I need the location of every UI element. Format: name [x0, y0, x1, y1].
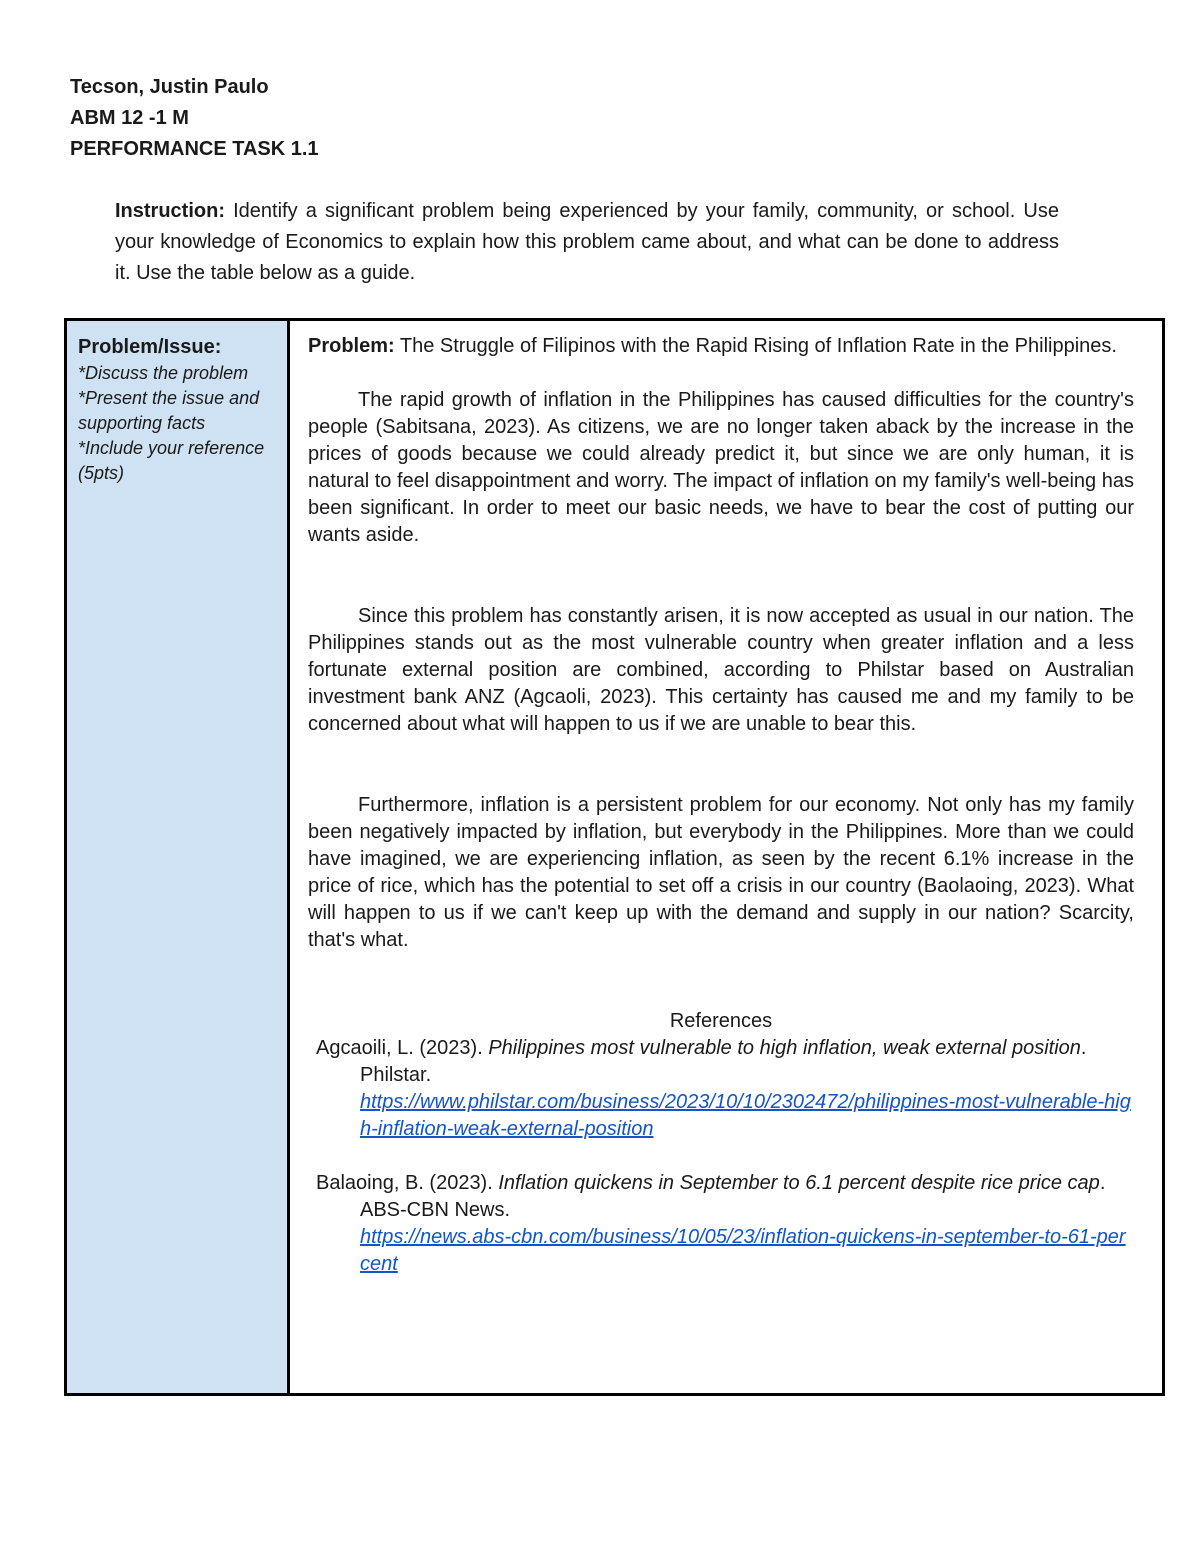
- reference-link[interactable]: https://news.abs-cbn.com/business/10/05/23/inflation-quickens-in-september-to-61-percent: [360, 1226, 1126, 1275]
- student-section: ABM 12 -1 M: [70, 107, 189, 129]
- reference-title: Inflation quickens in September to 6.1 percent despite rice price cap: [498, 1172, 1100, 1194]
- student-name: Tecson, Justin Paulo: [70, 76, 269, 98]
- reference-1: [308, 1035, 1134, 1143]
- document-header: [70, 72, 319, 165]
- instruction-label: Instruction:: [115, 200, 225, 222]
- reference-2: [308, 1170, 1134, 1278]
- reference-author: Agcaoili, L. (2023).: [316, 1037, 489, 1059]
- reference-source: . Philstar.: [360, 1037, 1087, 1086]
- note-present: *Present the issue and supporting facts: [78, 388, 260, 433]
- reference-author: Balaoing, B. (2023).: [316, 1172, 499, 1194]
- note-discuss: *Discuss the problem: [78, 363, 249, 383]
- problem-statement: [308, 333, 1134, 360]
- reference-source: . ABS-CBN News.: [360, 1172, 1106, 1221]
- paragraph-3: Furthermore, inflation is a persistent problem for our economy. Not only has my family been negatively impacted by inflation, but everybody in the Philippines. More than we could have imagined, we are experiencing inflation, as seen by the recent 6.1% increase in the price of rice, which has the potential to set off a crisis in our country (Baolaoing, 2023). What will happen to us if we can't keep up with the demand and supply in our nation? Scarcity, that's what.: [308, 794, 1134, 951]
- reference-title: Philippines most vulnerable to high inflation, weak external position: [488, 1037, 1081, 1059]
- table-row: [66, 320, 1164, 1395]
- problem-issue-cell: [66, 320, 289, 1395]
- reference-link[interactable]: https://www.philstar.com/business/2023/10/10/2302472/philippines-most-vulnerable-high-inflation-weak-external-position: [360, 1091, 1131, 1140]
- paragraph-1: The rapid growth of inflation in the Philippines has caused difficulties for the country's people (Sabitsana, 2023). As citizens, we are no longer taken aback by the increase in the prices of goods because we could already predict it, but since we are only human, it is natural to feel disappointment and worry. The impact of inflation on my family's well-being has been significant. In order to meet our basic needs, we have to bear the cost of putting our wants aside.: [308, 389, 1134, 546]
- problem-issue-title: Problem/Issue:: [78, 336, 222, 358]
- note-reference: *Include your reference (5pts): [78, 438, 265, 483]
- instruction-text: Identify a significant problem being experienced by your family, community, or school. Use your knowledge of Economics to explain how this problem came about, and what can be done to address it. Use the table below as a guide.: [115, 200, 1059, 284]
- problem-text: The Struggle of Filipinos with the Rapid Rising of Inflation Rate in the Philippines.: [394, 335, 1117, 357]
- task-table: [64, 318, 1165, 1396]
- problem-label: Problem:: [308, 335, 395, 357]
- problem-content-cell: [289, 320, 1164, 1395]
- paragraph-2: Since this problem has constantly arisen, it is now accepted as usual in our nation. The Philippines stands out as the most vulnerable country when greater inflation and a less fortunate external position are combined, according to Philstar based on Australian investment bank ANZ (Agcaoli, 2023). This certainty has caused me and my family to be concerned about what will happen to us if we are unable to bear this.: [308, 605, 1134, 735]
- task-title: PERFORMANCE TASK 1.1: [70, 138, 319, 160]
- instruction-paragraph: [115, 196, 1059, 289]
- references-heading: References: [669, 1010, 773, 1032]
